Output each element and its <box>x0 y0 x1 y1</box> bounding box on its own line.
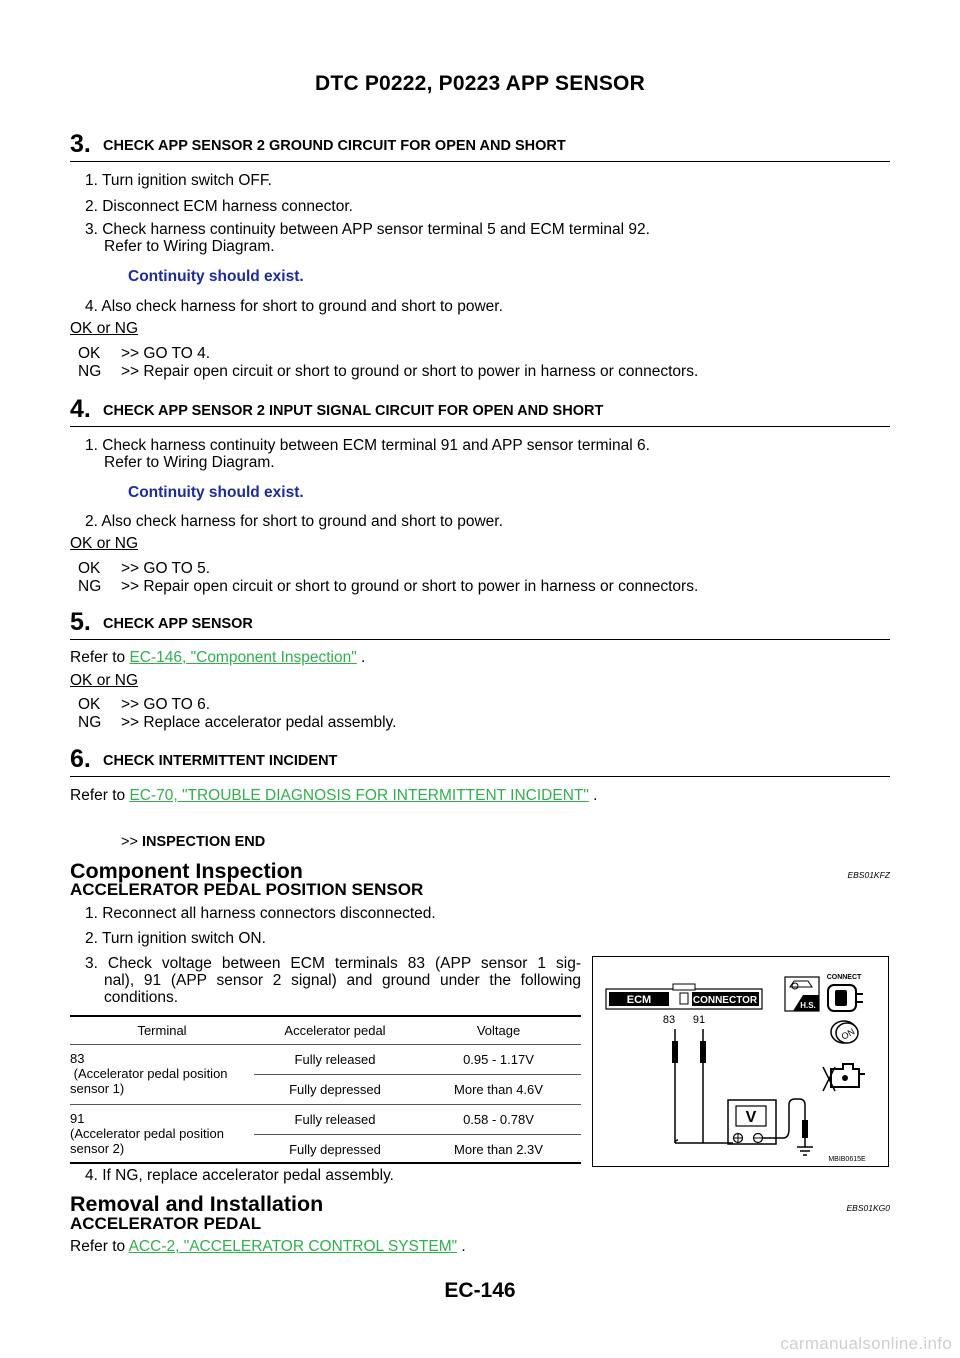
table-header-row <box>70 1016 581 1045</box>
step-number: 3. <box>70 130 91 158</box>
pin-83-label: 83 <box>662 1014 676 1026</box>
terminal-cell <box>70 1045 254 1105</box>
column-header: Accelerator pedal <box>254 1016 416 1045</box>
section-code: EBS01KFZ <box>847 870 890 880</box>
voltage-value: More than 2.3V <box>454 1142 543 1157</box>
step-title: CHECK APP SENSOR <box>103 616 253 632</box>
refer-prefix: Refer to <box>70 1238 129 1255</box>
subsection-heading: ACCELERATOR PEDAL POSITION SENSOR <box>70 880 424 899</box>
wiring-diagram-ref: Refer to Wiring Diagram. <box>104 454 275 471</box>
result-value: >> GO TO 4. <box>121 345 211 362</box>
accelerator-control-system-link[interactable]: ACC-2, "ACCELERATOR CONTROL SYSTEM" <box>128 1238 458 1255</box>
refer-prefix: Refer to <box>70 787 130 804</box>
ok-ng-label: OK or NG <box>70 535 139 552</box>
refer-prefix: Refer to <box>70 649 130 666</box>
instruction-line: 1. Reconnect all harness connectors disconnected. <box>85 905 436 922</box>
voltage-value: 0.58 - 0.78V <box>416 1105 581 1135</box>
terminal-desc: (Accelerator pedal position <box>70 1126 224 1141</box>
terminal-cell <box>70 1105 254 1165</box>
connect-icon <box>828 985 863 1011</box>
result-key-ok: OK <box>78 345 101 362</box>
instruction-line: conditions. <box>104 989 179 1006</box>
section-heading: Removal and Installation <box>70 1192 324 1216</box>
column-header: Terminal <box>70 1016 254 1045</box>
probe-91 <box>700 1041 706 1063</box>
step-title: CHECK APP SENSOR 2 GROUND CIRCUIT FOR OPEN AND SHORT <box>103 138 566 154</box>
result-value: >> GO TO 5. <box>121 560 211 577</box>
pedal-condition: Fully depressed <box>289 1142 381 1157</box>
probe-83 <box>672 1041 678 1063</box>
instruction-line: 2. Disconnect ECM harness connector. <box>85 198 353 215</box>
end-label: INSPECTION END <box>141 834 266 850</box>
instruction-line: 2. Also check harness for short to ground and short to power. <box>85 513 503 530</box>
step-6-header <box>70 746 890 777</box>
column-header: Voltage <box>416 1016 581 1045</box>
hs-label: H.S. <box>800 1001 816 1010</box>
step-3-header <box>70 131 890 162</box>
ground-probe <box>802 1120 808 1138</box>
result-value: >> Replace accelerator pedal assembly. <box>121 714 397 731</box>
instruction-line: 1. Turn ignition switch OFF. <box>85 172 272 189</box>
step-number: 4. <box>70 395 91 423</box>
result-key-ng: NG <box>78 363 102 380</box>
result-value: >> GO TO 6. <box>121 696 211 713</box>
result-key-ng: NG <box>78 714 102 731</box>
component-inspection-link[interactable]: EC-146, "Component Inspection" <box>129 649 357 666</box>
terminal-number: 91 <box>70 1111 85 1126</box>
terminal-desc: (Accelerator pedal position <box>70 1066 228 1081</box>
refer-line <box>70 1238 466 1256</box>
hs-connector-icon <box>785 977 819 1011</box>
page-title: DTC P0222, P0223 APP SENSOR <box>315 72 645 95</box>
intermittent-incident-link[interactable]: EC-70, "TROUBLE DIAGNOSIS FOR INTERMITTENT INCIDENT" <box>129 787 589 804</box>
terminal-desc: sensor 2) <box>70 1141 125 1156</box>
spec-check: Continuity should exist. <box>128 484 304 501</box>
instruction-line: 3. Check voltage between ECM terminals 83 (APP sensor 1 sig- <box>85 955 581 972</box>
connect-label: CONNECT <box>826 974 862 981</box>
instruction-line: 3. Check harness continuity between APP sensor terminal 5 and ECM terminal 92. <box>85 221 650 238</box>
instruction-line: 2. Turn ignition switch ON. <box>85 930 266 947</box>
step-title: CHECK INTERMITTENT INCIDENT <box>103 753 338 769</box>
instruction-line: nal), 91 (APP sensor 2 signal) and ground under the following <box>104 972 581 989</box>
engine-icon <box>823 1064 865 1091</box>
refer-suffix: . <box>457 1238 466 1255</box>
instruction-line: 4. Also check harness for short to ground and short to power. <box>85 298 503 315</box>
step-title: CHECK APP SENSOR 2 INPUT SIGNAL CIRCUIT FOR OPEN AND SHORT <box>103 403 604 419</box>
wiring-diagram-ref: Refer to Wiring Diagram. <box>104 238 275 255</box>
refer-line <box>70 787 597 805</box>
terminal-desc: sensor 1) <box>70 1081 125 1096</box>
result-key-ng: NG <box>78 578 102 595</box>
table-bottom-rule <box>70 1162 581 1164</box>
result-value: >> Repair open circuit or short to ground or short to power in harness or connectors. <box>121 363 699 380</box>
pedal-condition: Fully depressed <box>254 1075 416 1105</box>
refer-suffix: . <box>588 787 598 804</box>
voltage-spec-table <box>70 1016 581 1164</box>
pedal-condition: Fully released <box>254 1045 416 1075</box>
spec-check: Continuity should exist. <box>128 268 304 285</box>
step-number: 6. <box>70 745 91 773</box>
inspection-end <box>121 833 265 851</box>
page-number: EC-146 <box>444 1279 516 1302</box>
voltmeter-label: V <box>745 1109 757 1126</box>
table-row <box>70 1045 581 1075</box>
end-arrow: >> <box>121 834 138 850</box>
ecm-connector-diagram <box>593 957 887 1165</box>
ignition-on-icon <box>831 1021 858 1043</box>
pin-91-label: 91 <box>692 1014 706 1026</box>
result-key-ok: OK <box>78 696 101 713</box>
section-heading: Component Inspection <box>70 859 303 883</box>
step-5-header <box>70 609 890 640</box>
step-number: 5. <box>70 608 91 636</box>
instruction-line: 4. If NG, replace accelerator pedal assembly. <box>85 1167 394 1184</box>
ok-ng-label: OK or NG <box>70 672 139 689</box>
ecm-label: ECM <box>626 994 652 1006</box>
ok-ng-label: OK or NG <box>70 320 139 337</box>
pedal-condition: Fully released <box>254 1105 416 1135</box>
section-code: EBS01KG0 <box>846 1203 890 1213</box>
voltage-value: 0.95 - 1.17V <box>416 1045 581 1075</box>
refer-suffix: . <box>356 649 366 666</box>
result-value: >> Repair open circuit or short to ground or short to power in harness or connectors. <box>121 578 699 595</box>
voltage-value: More than 4.6V <box>416 1075 581 1105</box>
voltage-check-figure <box>592 956 889 1167</box>
on-label: ON <box>839 1026 857 1042</box>
watermark: carmanualsonline.info <box>780 1334 952 1353</box>
figure-code: MBIB0615E <box>828 1156 866 1163</box>
instruction-line: 1. Check harness continuity between ECM terminal 91 and APP sensor terminal 6. <box>85 437 650 454</box>
connector-label: CONNECTOR <box>692 995 758 1006</box>
terminal-number: 83 <box>70 1051 85 1066</box>
subsection-heading: ACCELERATOR PEDAL <box>70 1214 262 1233</box>
table-row <box>70 1105 581 1135</box>
refer-line <box>70 649 365 667</box>
step-4-header <box>70 396 890 427</box>
result-key-ok: OK <box>78 560 101 577</box>
